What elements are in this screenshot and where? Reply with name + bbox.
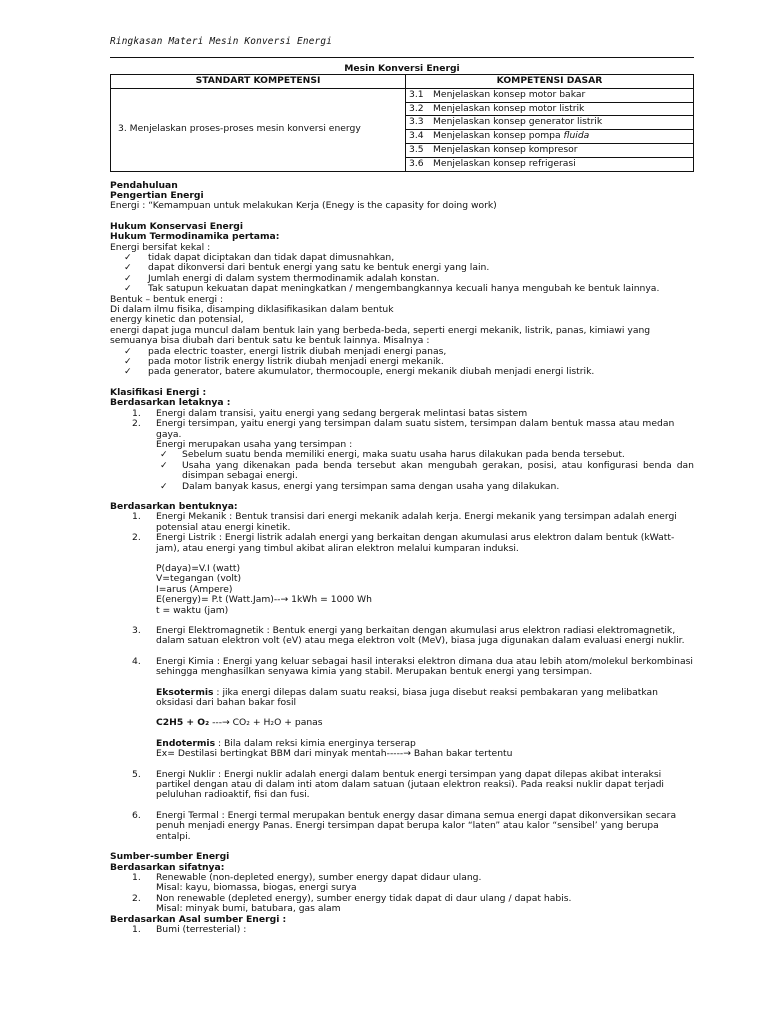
col-header-kompetensi: KOMPETENSI DASAR (406, 75, 694, 89)
heading-bentuknya: Berdasarkan bentuknya: (110, 500, 238, 512)
check-icon: ✓ (160, 480, 168, 492)
formula-line: P(daya)=V.I (watt) (156, 562, 241, 574)
item-number: 2. (132, 418, 141, 430)
term-endotermis: Endotermis (156, 737, 216, 749)
kd-num: 3.6 (409, 157, 424, 169)
formula-line: t = waktu (jam) (156, 604, 229, 616)
kd-row (406, 143, 694, 157)
numbered-item (110, 811, 694, 842)
check-icon: ✓ (124, 262, 132, 274)
kd-num: 3.2 (409, 102, 424, 114)
item-number: 2. (132, 532, 141, 544)
numbered-item (110, 626, 694, 647)
item-text: Non renewable (depleted energy), sumber energy tidak dapat di daur ulang / dapat habis. (156, 892, 572, 904)
kd-num: 3.3 (409, 116, 424, 128)
example-line: Misal: kayu, biomassa, biogas, energi surya (156, 882, 357, 894)
list-item-text: Jumlah energi di dalam system thermodinamik adalah konstan. (148, 272, 440, 284)
item-number: 1. (132, 511, 141, 523)
item-number: 1. (132, 407, 141, 419)
standar-cell (111, 88, 406, 171)
list-item-text: pada generator, batere akumulator, thermocouple, energi mekanik diubah menjadi energi listrik. (148, 366, 595, 378)
header-rule (110, 57, 694, 58)
list-item (110, 284, 694, 294)
heading-termodinamika: Hukum Termodinamika pertama: (110, 231, 280, 243)
heading-konservasi: Hukum Konservasi Energi (110, 220, 244, 232)
numbered-item (110, 925, 694, 935)
item-text: Energi tersimpan, yaitu energi yang tersimpan dalam suatu sistem, tersimpan dalam bentuk massa atau medan gaya. (156, 418, 675, 440)
check-icon: ✓ (124, 252, 132, 264)
endotermis-text: : Bila dalam reksi kimia energinya terserap (215, 737, 416, 749)
kekal-intro: Energi bersifat kekal : (110, 241, 211, 253)
numbered-item (110, 419, 694, 440)
list-item-text: pada motor listrik energy listrik diubah menjadi energi mekanik. (148, 356, 444, 368)
energy-definition: Energi : “Kemampuan untuk melakukan Kerja (Enegy is the capasity for doing work) (110, 200, 497, 212)
check-icon: ✓ (160, 449, 168, 461)
list-item-text: tidak dapat diciptakan dan tidak dapat dimusnahkan, (148, 252, 395, 264)
list-item-text: pada electric toaster, energi listrik diubah menjadi energi panas, (148, 345, 447, 357)
check-icon: ✓ (124, 366, 132, 378)
numbered-item (110, 894, 694, 904)
term-eksotermis: Eksotermis (156, 686, 214, 698)
numbered-item (110, 873, 694, 883)
check-icon: ✓ (124, 272, 132, 284)
item-text: Energi Listrik : Energi listrik adalah energi yang berkaitan dengan akumulasi arus elektron dalam bentuk (kWatt-jam), atau energi yang timbul akibat aliran elektron melalui kumparan induksi. (156, 532, 675, 554)
paragraph: energi dapat juga muncul dalam bentuk lain yang berbeda-beda, seperti energi mekanik, listrik, panas, kimiawi yang semuanya bisa diubah dari bentuk satu ke bentuk lainnya. Misalnya : (110, 324, 651, 347)
heading-klasifikasi: Klasifikasi Energi : (110, 386, 207, 398)
kd-text: Menjelaskan konsep refrigerasi (433, 157, 576, 169)
item-text: Energi Mekanik : Bentuk transisi dari energi mekanik adalah kerja. Energi mekanik yang tersimpan adalah energi potensial atau energi kinetik. (156, 511, 677, 533)
item-number: 6. (132, 809, 141, 821)
item-text: Energi Elektromagnetik : Bentuk energi yang berkaitan dengan akumulasi arus elektron radiasi elektromagnetik, dalam satuan elektron volt (eV) atau mega elektron volt (MeV), biasa juga digunakan dalam evaluasi energi nuklir. (156, 625, 685, 647)
numbered-item (110, 770, 694, 801)
item-number: 3. (132, 625, 141, 637)
running-header: Ringkasan Materi Mesin Konversi Energi (110, 36, 333, 47)
kd-row (406, 130, 694, 144)
item-text: Energi Termal : Energi termal merupakan bentuk energy dasar dimana semua energi dapat dikonversikan secara penuh menjadi energy Panas. Energi tersimpan dapat berupa kalor “laten” atau kalor “sensibel’ yang berupa entalpi. (156, 809, 677, 842)
kd-num: 3.5 (409, 143, 424, 155)
item-number: 5. (132, 768, 141, 780)
check-icon: ✓ (124, 345, 132, 357)
formula-line: E(energy)= P.t (Watt.Jam)--→ 1kWh = 1000 Wh (156, 594, 372, 606)
list-item (110, 367, 694, 377)
kd-row (406, 102, 694, 116)
eksotermis-text: : jika energi dilepas dalam suatu reaksi, biasa juga disebut reaksi pembakaran yang melibatkan oksidasi dari bahan bakar fosil (156, 686, 658, 709)
reaction-products: ---→ CO₂ + H₂O + panas (209, 717, 323, 729)
item-text: Renewable (non-depleted energy), sumber energy dapat didaur ulang. (156, 871, 482, 883)
kd-row (406, 157, 694, 171)
sub-intro: Energi merupakan usaha yang tersimpan : (156, 438, 353, 450)
reaction-line (110, 718, 694, 728)
list-item-text: Tak satupun kekuatan dapat meningkatkan / mengembangkannya kecuali hanya mengubah ke bentuk lainnya. (148, 283, 660, 295)
bentuk-intro: Bentuk – bentuk energi : (110, 293, 224, 305)
heading-sifatnya: Berdasarkan sifatnya: (110, 861, 225, 873)
heading-letaknya: Berdasarkan letaknya : (110, 397, 231, 409)
kd-row (406, 88, 694, 102)
item-number: 4. (132, 655, 141, 667)
list-item (110, 482, 694, 492)
kd-text: Menjelaskan konsep kompresor (433, 143, 578, 155)
kd-text: Menjelaskan konsep generator listrik (433, 116, 603, 128)
kd-row (406, 116, 694, 130)
item-number: 1. (132, 923, 141, 935)
numbered-item (110, 533, 694, 554)
check-icon: ✓ (124, 283, 132, 295)
example-line: Misal: minyak bumi, batubara, gas alam (156, 903, 341, 915)
item-text: Bumi (terresterial) : (156, 923, 247, 935)
list-item-text: Sebelum suatu benda memiliki energi, maka suatu usaha harus dilakukan pada benda tersebut. (182, 449, 625, 461)
item-text: Energi Kimia : Energi yang keluar sebagai hasil interaksi elektron dimana dua atau lebih atom/molekul berkombinasi sehingga menghasilkan senyawa kimia yang stabil. Merupakan bentuk energi yang tersimpan. (156, 655, 693, 678)
numbered-item (110, 657, 694, 678)
competency-table (110, 74, 694, 172)
kd-num: 3.4 (409, 130, 424, 142)
heading-sumber: Sumber-sumber Energi (110, 851, 230, 863)
numbered-item (110, 512, 694, 533)
item-number: 2. (132, 892, 141, 904)
paragraph-line: Di dalam ilmu fisika, disamping diklasifikasikan dalam bentuk (110, 304, 394, 316)
list-item-text: dapat dikonversi dari bentuk energi yang satu ke bentuk energi yang lain. (148, 262, 490, 274)
heading-asal-sumber: Berdasarkan Asal sumber Energi : (110, 913, 287, 925)
formula-line: I=arus (Ampere) (156, 583, 233, 595)
eksotermis-paragraph (110, 688, 694, 709)
paragraph-line: energy kinetic dan potensial, (110, 314, 244, 326)
endotermis-example: Ex= Destilasi bertingkat BBM dari minyak mentah-----→ Bahan bakar tertentu (156, 748, 513, 760)
item-number: 1. (132, 871, 141, 883)
col-header-standar: STANDART KOMPETENSI (111, 75, 406, 89)
kd-text: Menjelaskan konsep pompa (433, 130, 561, 142)
check-icon: ✓ (124, 356, 132, 368)
table-title: Mesin Konversi Energi (344, 63, 460, 74)
formula-line: V=tegangan (volt) (156, 573, 242, 585)
check-icon: ✓ (160, 459, 168, 471)
kd-text: Menjelaskan konsep motor bakar (433, 88, 586, 100)
list-item-text: Dalam banyak kasus, energi yang tersimpan sama dengan usaha yang dilakukan. (182, 480, 560, 492)
heading-pengertian: Pengertian Energi (110, 189, 204, 201)
heading-pendahuluan: Pendahuluan (110, 179, 178, 191)
kd-num: 3.1 (409, 88, 424, 100)
list-item (110, 461, 694, 482)
kd-text: Menjelaskan konsep motor listrik (433, 102, 585, 114)
list-item-text: Usaha yang dikenakan pada benda tersebut akan mengubah gerakan, posisi, atau konfigurasi benda dan disimpan sebagai energi. (182, 459, 694, 482)
item-text: Energi Nuklir : Energi nuklir adalah energi dalam bentuk energi tersimpan yang dapat dilepas akibat interaksi partikel dengan atau di dalam inti atom dalam satuan (jutaan elektron reaksi). Pada reaksi nuklir dapat terjadi peluluhan radioaktif, fisi dan fusi. (156, 768, 664, 801)
reaction-reactants: C2H5 + O₂ (156, 717, 210, 729)
item-text: Energi dalam transisi, yaitu energi yang sedang bergerak melintasi batas sistem (156, 407, 528, 419)
kd-italic: fluida (563, 130, 590, 142)
document-page (110, 36, 694, 935)
standar-text: 3. Menjelaskan proses-proses mesin konversi energy (118, 123, 361, 135)
